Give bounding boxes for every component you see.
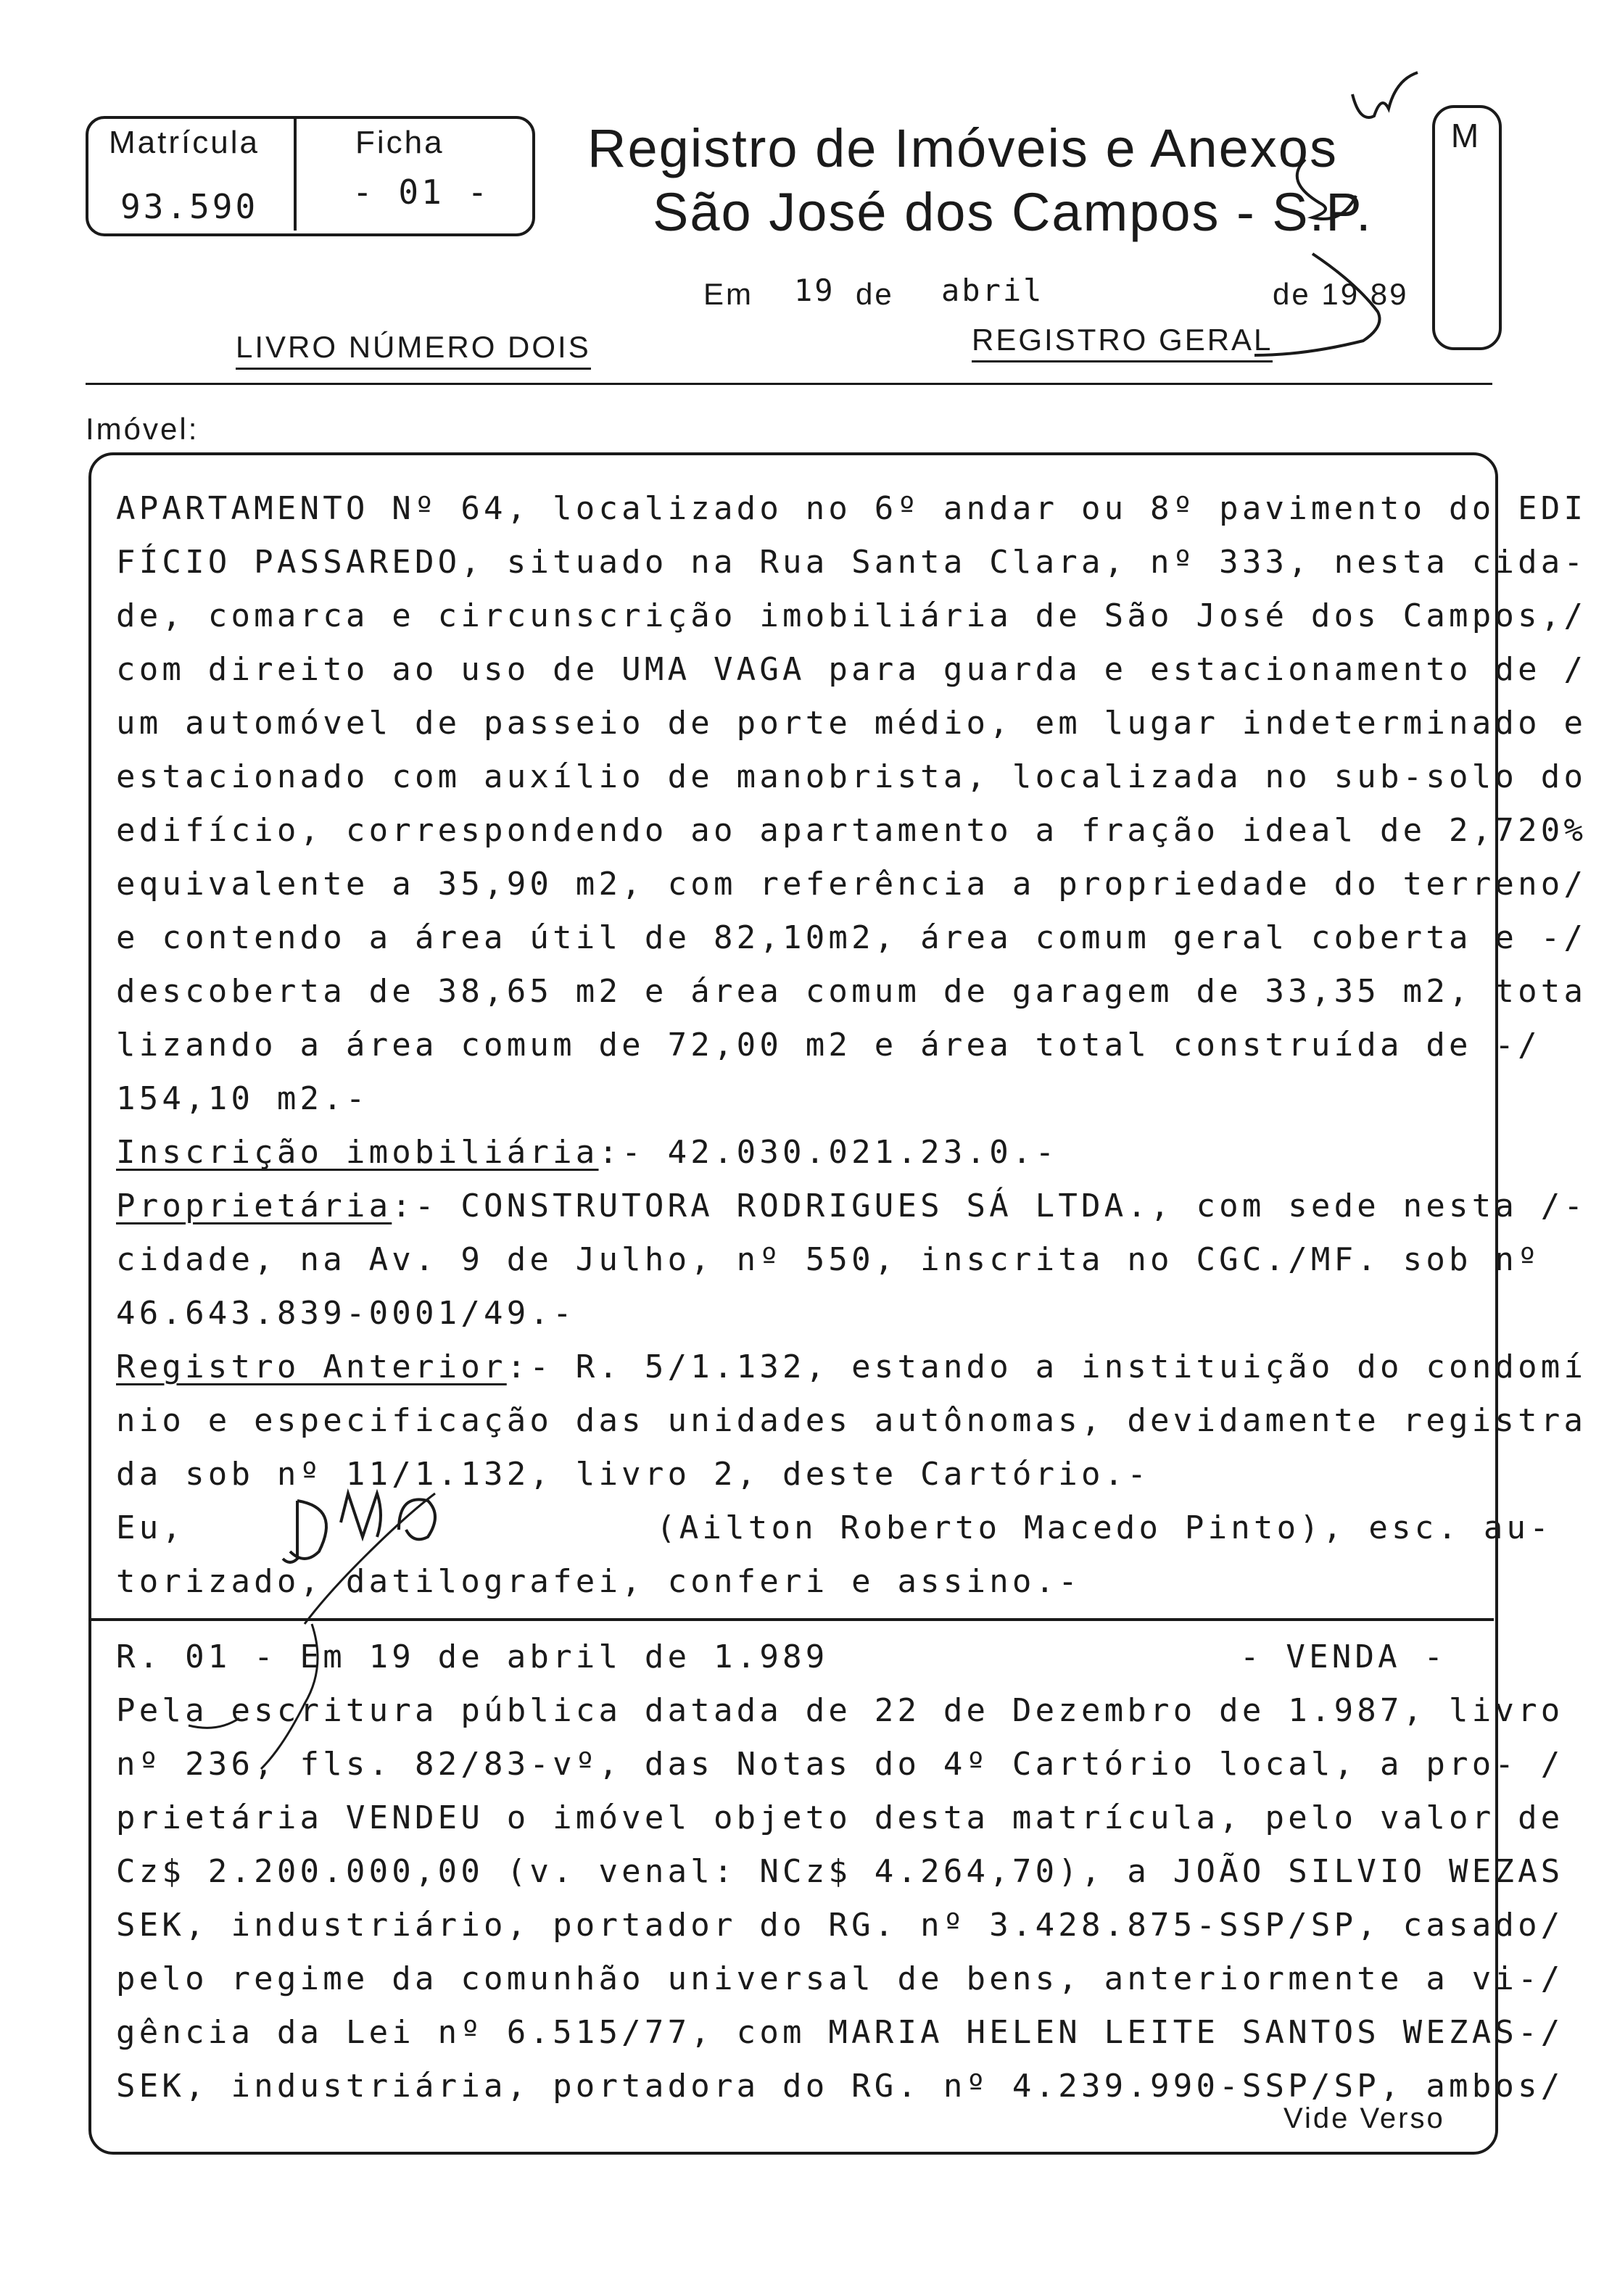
r01-line: pelo regime da comunhão universal de bens, anteriormente a vi-/: [116, 1960, 1564, 1997]
description-line: edifício, correspondendo ao apartamento a fração ideal de 2,720%: [116, 812, 1587, 849]
description-line: um automóvel de passeio de porte médio, em lugar indeterminado e: [116, 705, 1587, 742]
registro-anterior-line: :- R. 5/1.132, estando a instituição do condomí: [506, 1348, 1587, 1385]
description-line: equivalente a 35,90 m2, com referência a propriedade do terreno/: [116, 866, 1587, 903]
date-month: abril: [941, 273, 1044, 308]
r01-line: Cz$ 2.200.000,00 (v. venal: NCz$ 4.264,70), a JOÃO SILVIO WEZAS: [116, 1853, 1564, 1890]
proprietaria-row: [116, 1185, 1587, 1228]
description-line: FÍCIO PASSAREDO, situado na Rua Santa Clara, nº 333, nesta cida-: [116, 544, 1587, 581]
ficha-value: - 01 -: [352, 173, 491, 212]
description-line: estacionado com auxílio de manobrista, localizada no sub-solo do: [116, 758, 1587, 795]
handwritten-initials: [276, 1479, 508, 1638]
signature-name: (Ailton Roberto Macedo Pinto), esc. au-: [656, 1509, 1553, 1546]
header-rule: [86, 383, 1492, 385]
vide-verso: Vide Verso: [1283, 2102, 1445, 2134]
registro-anterior-label: Registro Anterior: [116, 1348, 507, 1385]
livro-label: LIVRO NÚMERO DOIS: [236, 330, 591, 370]
description-line: de, comarca e circunscrição imobiliária de São José dos Campos,/: [116, 597, 1587, 634]
proprietaria-label: Proprietária: [116, 1188, 392, 1224]
office-city: São José dos Campos - S.P.: [653, 182, 1373, 242]
side-tab-label: M: [1450, 117, 1479, 154]
description-line: e contendo a área útil de 82,10m2, área comum geral coberta e -/: [116, 919, 1587, 956]
registro-geral-label: REGISTRO GERAL: [972, 323, 1273, 362]
date-em: Em: [703, 277, 753, 311]
date-day: 19: [794, 273, 835, 308]
registro-anterior-line: da sob nº 11/1.132, livro 2, deste Cartório.-: [116, 1456, 1151, 1493]
description-line: lizando a área comum de 72,00 m2 e área total construída de -/: [116, 1027, 1541, 1064]
r01-type: - VENDA -: [1240, 1638, 1447, 1675]
proprietaria-line: 46.643.839-0001/49.-: [116, 1295, 576, 1332]
r01-line: nº 236, fls. 82/83-vº, das Notas do 4º Cartório local, a pro- /: [116, 1746, 1564, 1783]
imovel-label: Imóvel:: [86, 412, 199, 446]
r01-line: gência da Lei nº 6.515/77, com MARIA HELEN LEITE SANTOS WEZAS-/: [116, 2014, 1564, 2051]
description-line: descoberta de 38,65 m2 e área comum de garagem de 33,35 m2, tota: [116, 973, 1587, 1010]
proprietaria-line: cidade, na Av. 9 de Julho, nº 550, inscrita no CGC./MF. sob nº: [116, 1241, 1541, 1278]
office-title: Registro de Imóveis e Anexos: [587, 118, 1338, 178]
ficha-label: Ficha: [355, 125, 445, 160]
matricula-value: 93.590: [120, 187, 259, 226]
inscricao-value: :- 42.030.021.23.0.-: [598, 1134, 1059, 1171]
r01-line: SEK, industriário, portador do RG. nº 3.428.875-SSP/SP, casado/: [116, 1907, 1564, 1944]
signature-line: torizado, datilografei, conferi e assino.-: [116, 1563, 1081, 1600]
description-line: com direito ao uso de UMA VAGA para guarda e estacionamento de /: [116, 651, 1587, 688]
signature-eu: Eu,: [116, 1509, 186, 1546]
r01-line: prietária VENDEU o imóvel objeto desta matrícula, pelo valor de: [116, 1799, 1564, 1836]
matricula-label: Matrícula: [109, 125, 260, 160]
r01-line: SEK, industriária, portadora do RG. nº 4.239.990-SSP/SP, ambos/: [116, 2068, 1564, 2105]
registro-anterior-row: [116, 1346, 1587, 1389]
inscricao-label: Inscrição imobiliária: [116, 1134, 599, 1171]
description-line: APARTAMENTO Nº 64, localizado no 6º andar ou 8º pavimento do EDI: [116, 490, 1587, 527]
box-divider: [294, 117, 297, 231]
inscricao-row: [116, 1131, 1494, 1174]
date-year: de 19 89: [1273, 277, 1409, 311]
date-de: de: [856, 277, 894, 311]
proprietaria-line: :- CONSTRUTORA RODRIGUES SÁ LTDA., com sede nesta /-: [392, 1188, 1587, 1224]
description-line: 154,10 m2.-: [116, 1080, 369, 1117]
handwritten-stroke: [145, 1617, 406, 1776]
r01-heading: R. 01 - Em 19 de abril de 1.989: [116, 1638, 829, 1675]
registro-anterior-line: nio e especificação das unidades autônomas, devidamente registra: [116, 1402, 1587, 1439]
r01-line: Pela escritura pública datada de 22 de Dezembro de 1.987, livro: [116, 1692, 1564, 1729]
